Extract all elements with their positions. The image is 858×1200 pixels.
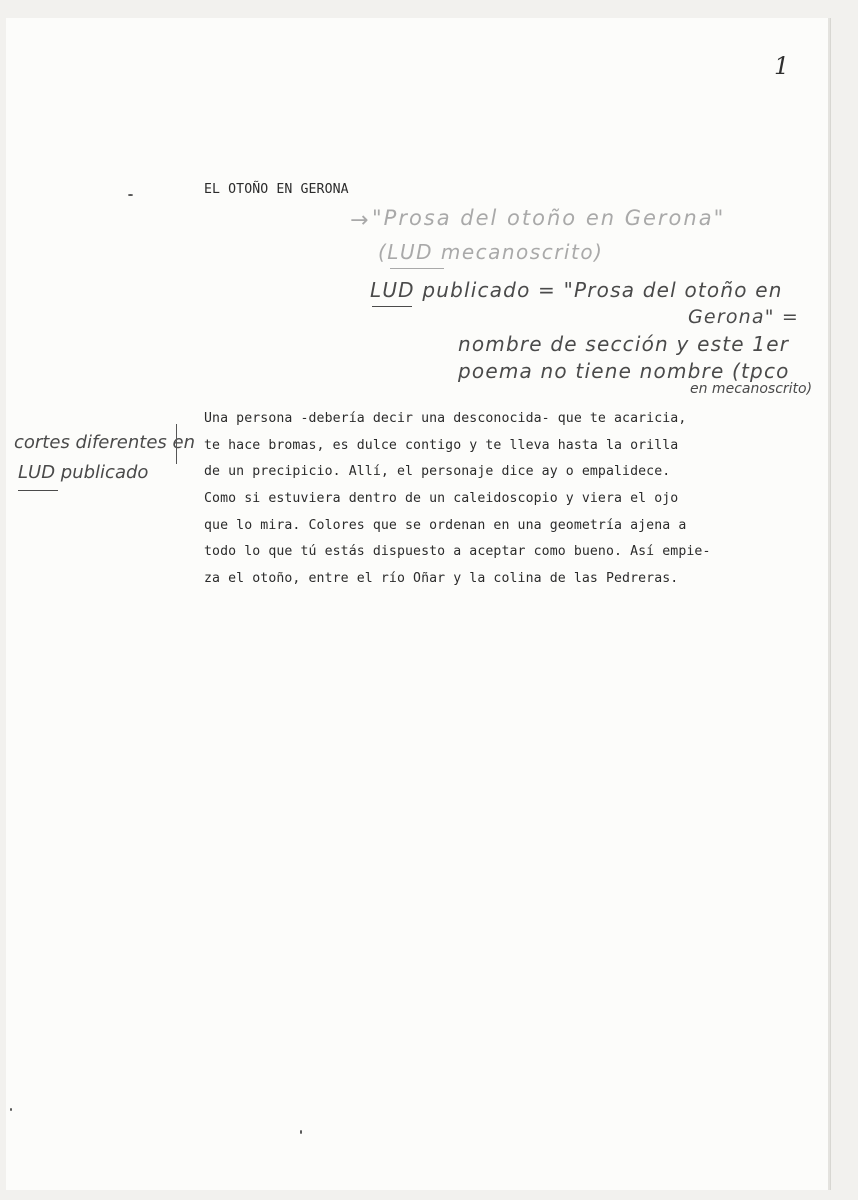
body-line: de un precipicio. Allí, el personaje dice ay o empalidece. — [204, 464, 671, 480]
document-title: EL OTOÑO EN GERONA — [204, 182, 349, 197]
body-line: todo lo que tú estás dispuesto a aceptar como bueno. Así empie- — [204, 544, 711, 560]
margin-note-lud-publicado: LUD publicado — [18, 462, 149, 483]
annotation-lud-mecanoscrito: (LUD mecanoscrito) — [378, 240, 604, 264]
margin-note-bracket — [176, 424, 177, 464]
body-line: Una persona -debería decir una desconocida- que te acaricia, — [204, 411, 687, 426]
annotation-en-mecanoscrito: en mecanoscrito) — [690, 381, 813, 397]
annotation-underline — [390, 268, 444, 269]
annotation-title-note: "Prosa del otoño en Gerona" — [372, 206, 726, 230]
manuscript-page — [6, 18, 830, 1190]
annotation-lud-publicado: LUD publicado = "Prosa del otoño en — [370, 278, 783, 302]
body-line: za el otoño, entre el río Oñar y la colina de las Pedreras. — [204, 571, 679, 587]
annotation-no-name: poema no tiene nombre (tpco — [458, 359, 790, 383]
annotation-arrow: → — [350, 208, 369, 233]
body-line: que lo mira. Colores que se ordenan en una geometría ajena a — [204, 517, 687, 533]
margin-note-cortes: cortes diferentes en — [14, 432, 195, 453]
ink-speck — [300, 1130, 302, 1134]
annotation-underline — [18, 490, 58, 491]
ink-speck — [10, 1108, 12, 1111]
body-line: te hace bromas, es dulce contigo y te lleva hasta la orilla — [204, 437, 679, 453]
body-line: Como si estuviera dentro de un caleidoscopio y viera el ojo — [204, 491, 679, 507]
annotation-underline — [372, 306, 412, 307]
annotation-gerona: Gerona" = — [688, 306, 800, 328]
ink-speck — [128, 194, 133, 196]
annotation-section-name: nombre de sección y este 1er — [458, 332, 790, 356]
page-number: 1 — [774, 52, 790, 80]
body-paragraph — [204, 406, 764, 593]
